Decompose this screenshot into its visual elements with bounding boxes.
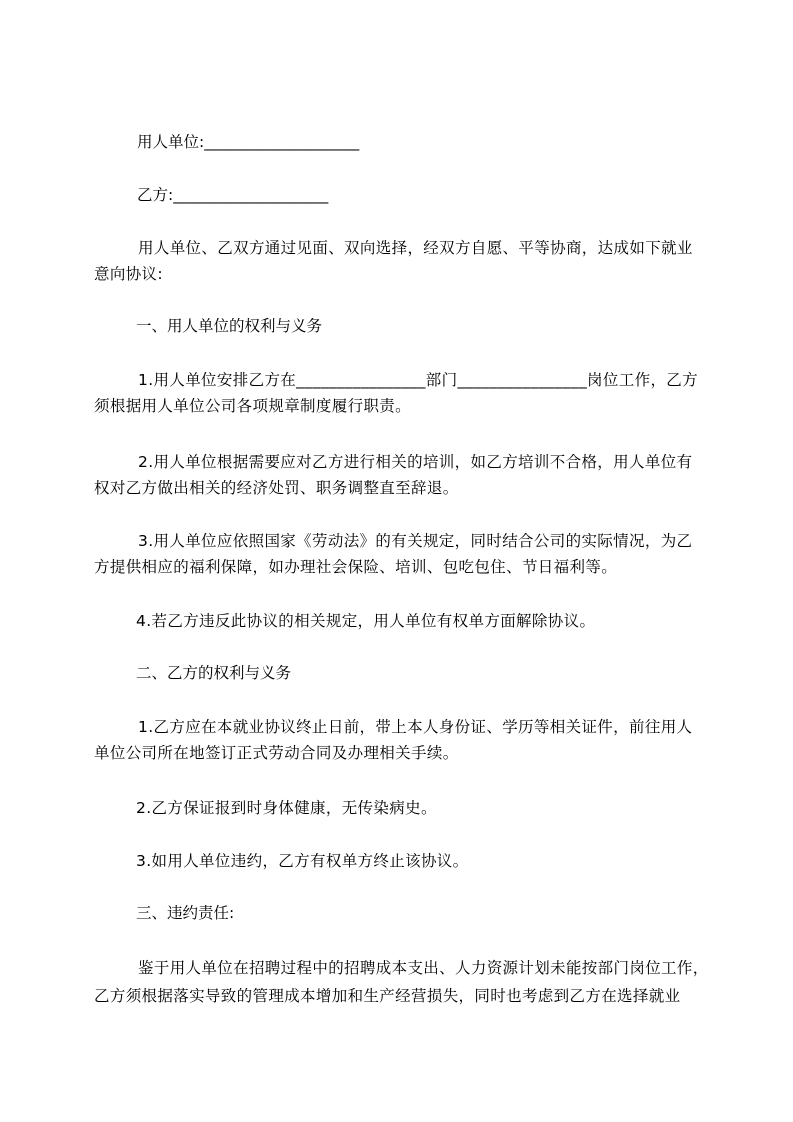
section-2-item-1-line-2: 单位公司所在地签订正式劳动合同及办理相关手续。: [94, 744, 459, 762]
section-2-item-2: 2.乙方保证报到时身体健康，无传染病史。: [136, 799, 437, 817]
section-1-item-4: 4.若乙方违反此协议的相关规定，用人单位有权单方面解除协议。: [136, 612, 596, 630]
section-1-item-2-line-2: 权对乙方做出相关的经济处罚、职务调整直至辞退。: [94, 479, 459, 497]
section-3-para-line-2: 乙方须根据落实导致的管理成本增加和生产经营损失，同时也考虑到乙方在选择就业: [94, 987, 681, 1005]
intro-line-1: 用人单位、乙双方通过见面、双向选择，经双方自愿、平等协商，达成如下就业: [138, 239, 693, 257]
section-3-heading: 三、违约责任:: [136, 904, 235, 922]
section-1-item-1-line-1: 1.用人单位安排乙方在________________部门________________岗位工作，乙方: [138, 371, 698, 389]
section-2-item-1-line-1: 1.乙方应在本就业协议终止日前，带上本人身份证、学历等相关证件，前往用人: [138, 718, 693, 736]
section-2-heading: 二、乙方的权利与义务: [136, 664, 292, 682]
party-b-field: 乙方:____________________: [137, 186, 329, 204]
section-1-item-1-line-2: 须根据用人单位公司各项规章制度履行职责。: [94, 397, 412, 415]
section-1-item-3-line-2: 方提供相应的福利保障，如办理社会保险、培训、包吃包住、节日福利等。: [94, 558, 618, 576]
section-2-item-3: 3.如用人单位违约，乙方有权单方终止该协议。: [136, 852, 469, 870]
section-1-heading: 一、用人单位的权利与义务: [136, 317, 323, 335]
section-1-item-2-line-1: 2.用人单位根据需要应对乙方进行相关的培训，如乙方培训不合格，用人单位有: [138, 453, 693, 471]
intro-line-2: 意向协议:: [94, 265, 163, 283]
section-1-item-3-line-1: 3.用人单位应依照国家《劳动法》的有关规定，同时结合公司的实际情况，为乙: [138, 532, 693, 550]
section-3-para-line-1: 鉴于用人单位在招聘过程中的招聘成本支出、人力资源计划未能按部门岗位工作，: [138, 959, 709, 977]
employer-field: 用人单位:____________________: [137, 133, 360, 151]
